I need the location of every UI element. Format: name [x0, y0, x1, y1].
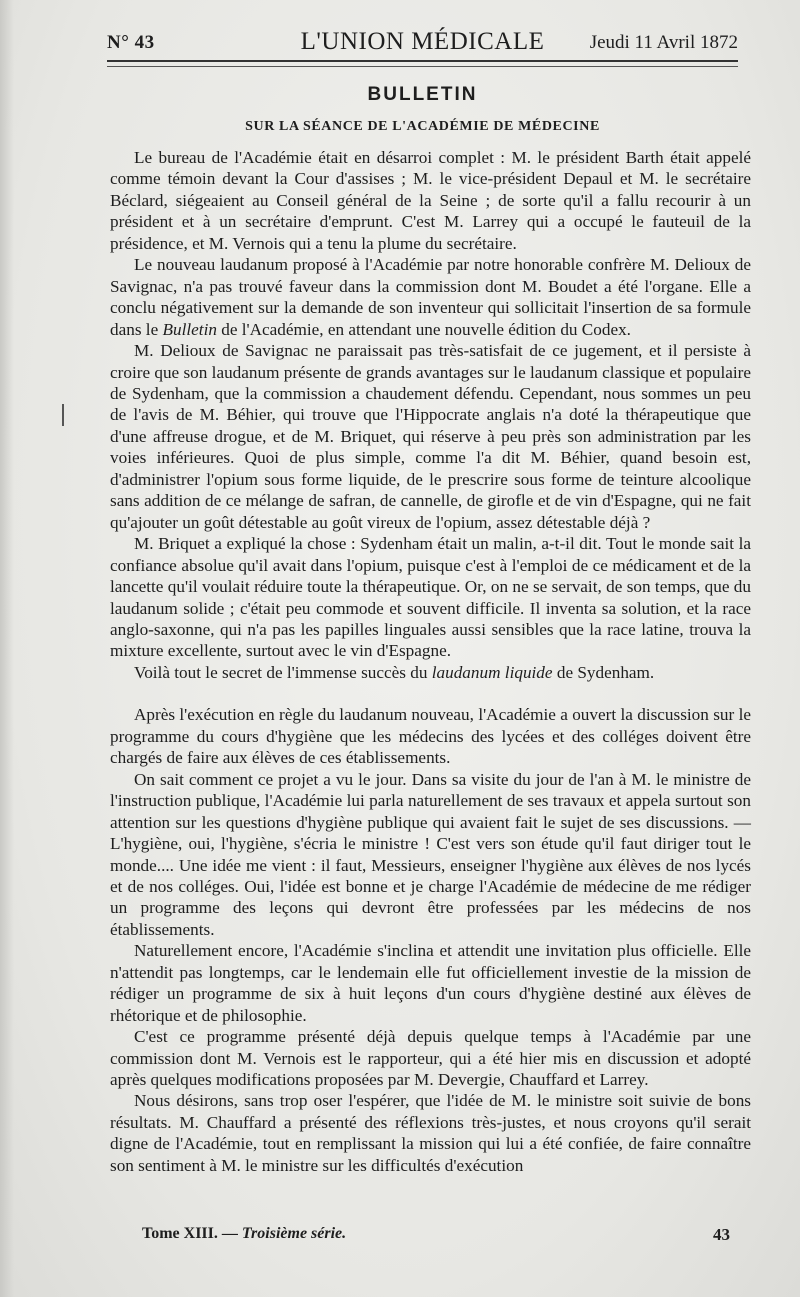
journal-title: L'UNION MÉDICALE: [300, 28, 545, 55]
volume-label: Tome XIII. —: [142, 1225, 238, 1242]
page-number: 43: [713, 1225, 730, 1244]
article-paragraph: [110, 662, 751, 683]
series-label: Troisième série.: [241, 1225, 347, 1242]
article-title: BULLETIN: [367, 84, 478, 105]
article-paragraph: [110, 1090, 751, 1176]
paragraph-text: Après l'exécution en règle du laudanum nouveau, l'Académie a ouvert la discussion sur le programme du cours d'hygiène que les médecins des lycées et des colléges doivent être chargés de faire aux élèves de ces établissements.: [110, 705, 751, 768]
italic-text: Bulletin: [162, 319, 217, 339]
article-paragraph: [110, 254, 751, 340]
paragraph-text: M. Briquet a expliqué la chose : Sydenham était un malin, a-t-il dit. Tout le monde sait la confiance absolue qu'il avait dans l'opium, puisque c'est à l'emploi de ce médicament et de la lancette qu'il voulait réduire toute la thérapeutique. Or, on ne se servait, de son temps, que du laudanum solide ; c'était peu commode et souvent difficile. Il inventa sa solution, et la race anglo-saxonne, qui n'a pas les papilles linguales aussi sensibles que la race latine, trouva la mixture excellente, surtout avec le vin d'Espagne.: [110, 534, 751, 661]
paragraph-text: de l'Académie, en attendant une nouvelle édition du Codex.: [216, 319, 631, 339]
masthead-rule: [107, 60, 738, 62]
paragraph-text: Naturellement encore, l'Académie s'inclina et attendit une invitation plus officielle. Elle n'attendit pas longtemps, car le lendemain elle fut officiellement investie de la mission de rédiger un programme de six à huit leçons d'un cours d'hygiène destiné aux élèves de rhétorique et de philosophie.: [110, 941, 751, 1025]
volume-info: [142, 1225, 346, 1243]
paragraph-text: C'est ce programme présenté déjà depuis quelque temps à l'Académie par une commission dont M. Vernois est le rapporteur, qui a été hier mis en discussion et adopté après quelques modifications proposées par M. Devergie, Chauffard et Larrey.: [110, 1027, 751, 1090]
article-paragraph: [110, 147, 751, 254]
article-paragraph: [110, 704, 751, 768]
paragraph-text: M. Delioux de Savignac ne paraissait pas très-satisfait de ce jugement, et il persiste à croire que son laudanum présente de grands avantages sur le laudanum classique et populaire de Sydenham, que la commission a chaudement défendu. Cependant, nous sommes un peu de l'avis de M. Béhier, qui trouve que l'Hippocrate anglais n'a doté la thérapeutique que d'une affreuse drogue, et de M. Briquet, qui réserve à peu près son administration par les voies inférieures. Quoi de plus simple, comme l'a dit M. Béhier, quand besoin est, d'administrer l'opium sous forme liquide, de le prescrire sous forme de teinture alcoolique sans addition de ce mélange de safran, de cannelle, de girofle et de vin d'Espagne, qui ne fait qu'ajouter un goût détestable au goût vireux de l'opium, assez détestable déjà ?: [110, 341, 751, 532]
masthead-rule-thin: [107, 66, 738, 67]
paragraph-text: Nous désirons, sans trop oser l'espérer, que l'idée de M. le ministre soit suivie de bons résultats. M. Chauffard a présenté des réflexions très-justes, et nous croyons qu'il serait digne de l'Académie, tout en remplissant la mission qui lui a été confiée, de faire connaître son sentiment à M. le ministre sur les difficultés d'exécution: [110, 1091, 751, 1175]
article-paragraph: [110, 340, 751, 533]
article-paragraph: [110, 940, 751, 1026]
masthead: [107, 28, 738, 58]
italic-text: laudanum liquide: [431, 662, 553, 682]
paragraph-text: On sait comment ce projet a vu le jour. Dans sa visite du jour de l'an à M. le ministre de l'instruction publique, l'Académie lui parla naturellement de ses travaux et appela surtout son attention sur les questions d'hygiène publique qui avaient fait le sujet de ses discussions. — L'hygiène, oui, l'hygiène, s'écria le ministre ! C'est vers son étude qu'il faut diriger tout le monde.... Une idée me vient : il faut, Messieurs, enseigner l'hygiène aux élèves de nos lycés et de nos colléges. Oui, l'idée est bonne et je charge l'Académie de médecine de me rédiger un programme des leçons qui devront être professées par les médecins de nos établissements.: [110, 769, 751, 939]
paragraph-text: Le nouveau laudanum proposé à l'Académie par notre honorable confrère M. Delioux de Savignac, n'a pas trouvé faveur dans la commission dont M. Boudet a été l'organe. Elle a conclu négativement sur la demande de son inventeur qui sollicitait l'insertion de sa formule dans le: [110, 255, 751, 339]
article-paragraph: [110, 769, 751, 941]
article-subtitle: SUR LA SÉANCE DE L'ACADÉMIE DE MÉDECINE: [245, 119, 600, 134]
article-paragraph: [110, 533, 751, 662]
article-body: [110, 147, 751, 1176]
paragraph-text: Voilà tout le secret de l'immense succès du: [134, 662, 432, 682]
page-footer: [110, 1225, 738, 1249]
page-edge-shadow: [0, 0, 14, 1297]
issue-date: Jeudi 11 Avril 1872: [589, 32, 738, 53]
article-paragraph: [110, 1026, 751, 1090]
issue-number: N° 43: [107, 32, 155, 53]
margin-pencil-mark: [62, 404, 64, 426]
paragraph-text: Le bureau de l'Académie était en désarroi complet : M. le président Barth était appelé comme témoin devant la Cour d'assises ; M. le vice-président Depaul et M. le secrétaire Béclard, siégeaient au Conseil général de la Seine ; de sorte qu'il a fallu recourir à un président et à un secrétaire d'emprunt. C'est M. Larrey qui a occupé le fauteuil de la présidence, et M. Vernois qui a tenu la plume du secrétaire.: [110, 148, 751, 253]
paragraph-text: de Sydenham.: [552, 662, 655, 682]
